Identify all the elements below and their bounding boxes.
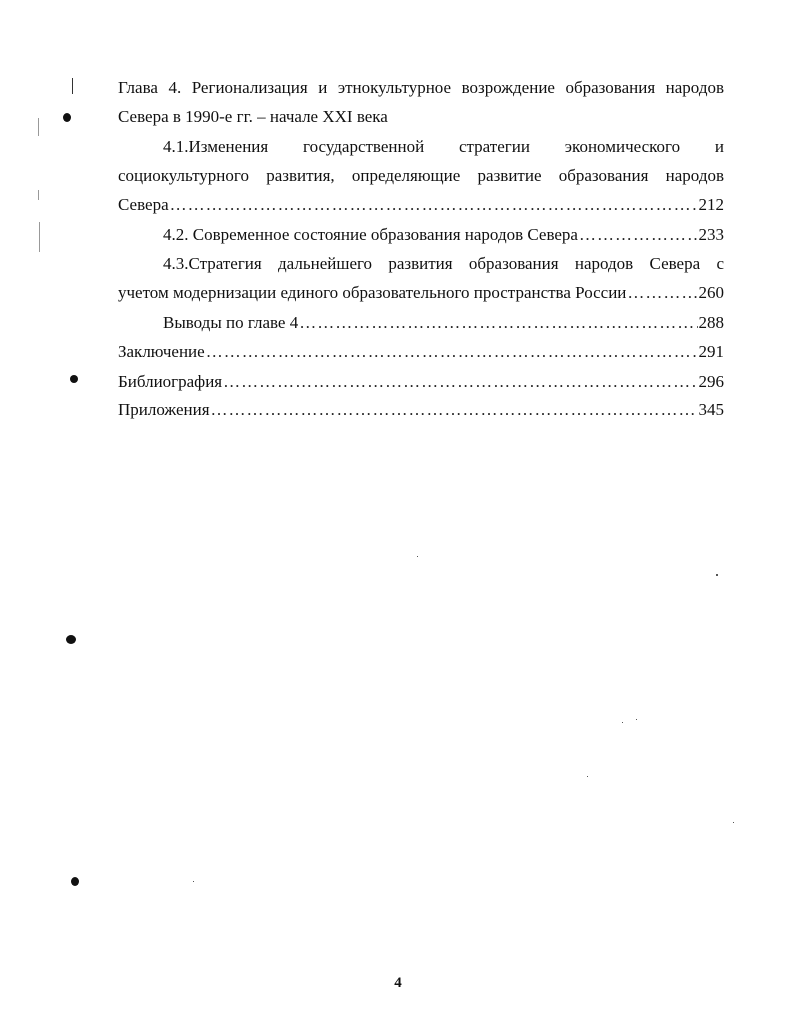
toc-entry-summary xyxy=(118,342,724,362)
toc-entry-label: 4.2. Современное состояние образования народов Севера xyxy=(163,225,578,244)
dot-leader xyxy=(223,372,697,392)
toc-entry-4-2 xyxy=(163,225,724,245)
toc-entry-page: 260 xyxy=(698,283,724,302)
scan-speck xyxy=(587,776,588,777)
toc-entry-appendices xyxy=(118,400,724,420)
dot-leader xyxy=(211,400,698,420)
binder-hole-icon xyxy=(70,375,78,383)
scan-speck xyxy=(193,881,194,882)
binder-hole-icon xyxy=(63,113,71,122)
toc-entry-page: 212 xyxy=(698,195,724,214)
scan-speck xyxy=(636,719,637,720)
scan-speck xyxy=(733,822,734,823)
dot-leader xyxy=(206,342,698,362)
toc-entry-label: Севера xyxy=(118,195,169,214)
toc-entry-label: учетом модернизации единого образовательного пространства России xyxy=(118,283,627,302)
toc-entry-label: Заключение xyxy=(118,342,205,361)
scan-artifact-mark xyxy=(38,118,39,136)
scan-artifact-mark xyxy=(72,78,73,94)
toc-entry-4-1-line-2: социокультурного развития, определяющие развитие образования народов xyxy=(118,166,724,185)
binder-hole-icon xyxy=(71,877,79,886)
toc-entry-page: 233 xyxy=(698,225,724,244)
scan-speck xyxy=(417,556,418,557)
toc-entry-label: Выводы по главе 4 xyxy=(163,313,299,332)
toc-entry-page: 345 xyxy=(698,400,724,419)
scan-speck xyxy=(622,722,623,723)
scan-artifact-mark xyxy=(39,222,40,252)
toc-entry-4-1-line-3 xyxy=(118,195,724,215)
page-number: 4 xyxy=(394,975,402,991)
dot-leader xyxy=(627,283,697,303)
binder-hole-icon xyxy=(66,635,76,644)
toc-entry-conclusions xyxy=(163,313,724,333)
scan-artifact-mark xyxy=(38,190,39,200)
toc-entry-4-3-line-2 xyxy=(118,283,724,303)
dot-leader xyxy=(170,195,698,215)
toc-entry-4-3-line-1: 4.3.Стратегия дальнейшего развития образования народов Севера с xyxy=(163,254,724,273)
toc-entry-page: 296 xyxy=(698,372,724,391)
chapter-title-line-2: Севера в 1990-е гг. – начале XXI века xyxy=(118,107,388,126)
toc-entry-bibliography xyxy=(118,372,724,392)
dot-leader xyxy=(579,225,698,245)
toc-entry-4-1-line-1: 4.1.Изменения государственной стратегии экономического и xyxy=(163,137,724,156)
toc-entry-label: Библиография xyxy=(118,372,223,391)
chapter-title-line-1: Глава 4. Регионализация и этнокультурное возрождение образования народов xyxy=(118,78,724,97)
toc-entry-page: 291 xyxy=(698,342,724,361)
toc-entry-page: 288 xyxy=(698,313,724,332)
scan-speck xyxy=(716,574,718,576)
dot-leader xyxy=(299,313,697,333)
toc-entry-label: Приложения xyxy=(118,400,210,419)
